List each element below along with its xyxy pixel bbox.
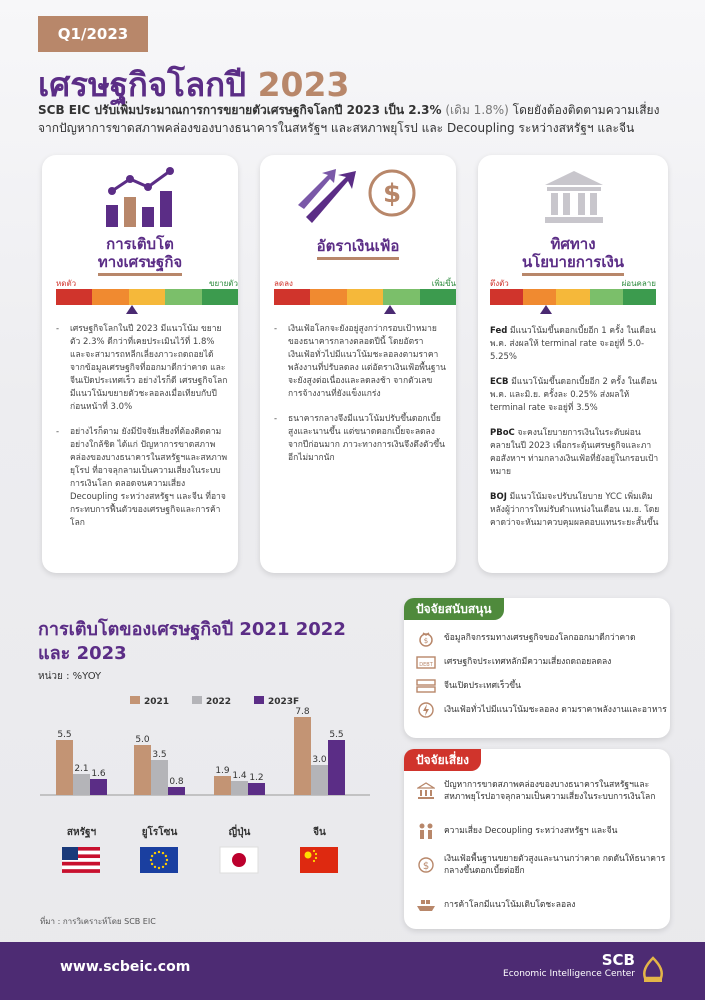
policy-gauge: ตึงตัว ผ่อนคลาย xyxy=(490,277,656,305)
bar xyxy=(134,745,151,795)
money-bag-icon xyxy=(416,628,436,648)
inflation-bullets: - เงินเฟ้อโลกจะยังอยู่สูงกว่ากรอบเป้าหมายของธนาคารกลางตลอดปีนี้ โดยอัตราเงินเฟ้อทั่วไปมีแนวโน้มชะลอลงตามราคาพลังงานที่ปรับลดลง แต่อัตราเงินเฟ้อพื้นฐานจะยังสูงต่อเนื่องและลดลงช้า จากตัวเลขการจ้างงานที่ยังแข็งแกร่ง - ธนาคารกลางจึงมีแนวโน้มปรับขึ้นดอกเบี้ยสูงและนานขึ้น แต่ขนาดดอกเบี้ยจะลดลงจากปีก่อนมาก ภาวะทางการเงินจึงตึงตัวขึ้นอีกไม่มากนัก xyxy=(274,323,446,477)
risk-item: ความเสี่ยง Decoupling ระหว่างสหรัฐฯ และจีน xyxy=(416,821,674,841)
policy-bullets: Fed มีแนวโน้มขึ้นดอกเบี้ยอีก 1 ครั้ง ในเดือน พ.ค. ส่งผลให้ terminal rate จะอยู่ที่ 5.0-5.25% ECB มีแนวโน้มขึ้นดอกเบี้ยอีก 2 ครั้ง ในเดือน พ.ค. และมิ.ย. ครั้งละ 0.25% ส่งผลให้ terminal rate จะอยู่ที่ 3.5% PBoC จะคงนโยบายการเงินในระดับผ่อนคลายในปี 2023 เพื่อกระตุ้นเศรษฐกิจและภาคอสังหาฯ ท่ามกลางเงินเฟ้อที่ยังอยู่ในกรอบเป้าหมาย BOJ มีแนวโน้มจะปรับนโยบาย YCC เพิ่มเติมหลังผู้ว่าการใหม่รับตำแหน่งในเดือน เม.ย. โดยคาดว่าจะหันมาควบคุมผลตอบแทนระยะสั้นขึ้น xyxy=(490,326,660,528)
data-label: 1.9 xyxy=(215,766,230,776)
support-factors-card xyxy=(404,598,670,738)
card-monetary-policy xyxy=(478,155,668,573)
bank-building-icon xyxy=(543,169,605,225)
support-item: จีนเปิดประเทศเร็วขึ้น xyxy=(416,676,674,696)
footer-bar xyxy=(0,942,705,1000)
category-label: จีน xyxy=(313,827,326,838)
bar xyxy=(90,779,107,795)
legend-label: 2021 xyxy=(144,697,170,707)
gdp-growth-chart xyxy=(20,690,380,900)
card-economic-growth xyxy=(42,155,238,573)
debt-icon xyxy=(416,652,436,672)
growth-gauge: หดตัว ขยายตัว xyxy=(56,277,238,305)
bar xyxy=(73,774,90,795)
bar xyxy=(328,740,345,795)
container-icon xyxy=(416,676,436,696)
support-item: เงินเฟ้อทั่วไปมีแนวโน้มชะลอลง ตามราคาพลังงานและอาหาร xyxy=(416,700,674,720)
category-label: ยูโรโซน xyxy=(141,827,178,838)
svg-text:$: $ xyxy=(422,861,430,872)
legend-swatch xyxy=(192,696,202,704)
growth-bullets: - เศรษฐกิจโลกในปี 2023 มีแนวโน้ม ขยายตัว 2.3% ดีกว่าที่เคยประเมินไว้ที่ 1.8% และจะสามารถหลีกเลี่ยงภาวะถดถอยได้ จากข้อมูลเศรษฐกิจที่ออกมาดีกว่าคาด และจีนเปิดประเทศเร็ว อย่างไรก็ดี เศรษฐกิจโลกมีแนวโน้มขยายตัวชะลอลงเมื่อเทียบกับปีก่อนหน้าที่ 3.0% - อย่างไรก็ตาม ยังมีปัจจัยเสี่ยงที่ต้องติดตามอย่างใกล้ชิด ได้แก่ ปัญหาการขาดสภาพคล่องของบางธนาคารในสหรัฐฯและสหภาพยุโรป ที่อาจลุกลามเป็นความเสี่ยงในระบบการเงินโลก ตลอดจนความเสี่ยง Decoupling ระหว่างสหรัฐฯ และจีน ที่อาจกระทบการฟื้นตัวของเศรษฐกิจและการค้าโลก xyxy=(56,323,228,542)
data-label: 1.2 xyxy=(249,773,264,783)
china-flag-icon xyxy=(300,847,338,873)
growth-chart-icon xyxy=(100,167,182,229)
quarter-badge: Q1/2023 xyxy=(38,16,148,52)
data-label: 2.1 xyxy=(74,764,89,774)
card-title: การเติบโต ทางเศรษฐกิจ xyxy=(42,235,238,276)
legend-label: 2022 xyxy=(206,697,232,707)
inflation-risk-icon xyxy=(416,855,436,875)
risk-title: ปัจจัยเสี่ยง xyxy=(404,749,481,771)
card-title: ทิศทาง นโยบายการเงิน xyxy=(478,235,668,276)
scb-logo-icon xyxy=(641,956,665,984)
inflation-gauge: ลดลง เพิ่มขึ้น xyxy=(274,277,456,305)
decoupling-icon xyxy=(416,821,436,841)
data-label: 5.0 xyxy=(135,735,150,745)
data-label: 3.0 xyxy=(312,755,327,765)
us-flag-icon xyxy=(62,847,100,873)
legend-swatch xyxy=(130,696,140,704)
data-label: 0.8 xyxy=(169,777,184,787)
legend-label: 2023F xyxy=(268,697,300,707)
support-item: DEBT เศรษฐกิจประเทศหลักมีความเสี่ยงถดถอยลดลง xyxy=(416,652,674,672)
data-label: 1.6 xyxy=(91,769,106,779)
bar xyxy=(294,717,311,795)
data-label: 5.5 xyxy=(329,730,344,740)
category-label: สหรัฐฯ xyxy=(66,827,97,838)
bar xyxy=(214,776,231,795)
chart-unit: หน่วย : %YOY xyxy=(38,671,102,682)
website-link[interactable]: www.scbeic.com xyxy=(60,959,191,975)
support-title: ปัจจัยสนับสนุน xyxy=(404,598,504,620)
support-item: $ ข้อมูลกิจกรรมทางเศรษฐกิจของโลกออกมาดีกว่าคาด xyxy=(416,628,674,648)
bar xyxy=(248,783,265,795)
trade-ship-icon xyxy=(416,895,436,915)
risk-item: ปัญหาการขาดสภาพคล่องของบางธนาคารในสหรัฐฯและสหภาพยุโรปอาจลุกลามเป็นความเสี่ยงในระบบการเงินโลก xyxy=(416,779,674,803)
risk-item: การค้าโลกมีแนวโน้มเติบโตชะลอลง xyxy=(416,895,674,915)
bar xyxy=(56,740,73,795)
bar xyxy=(151,760,168,795)
eu-flag-icon xyxy=(140,847,178,873)
chart-section-title: การเติบโตของเศรษฐกิจปี 2021 2022 และ 2023 xyxy=(38,619,346,664)
svg-text:$: $ xyxy=(382,179,402,209)
bar xyxy=(311,765,328,795)
scb-eic-logo: SCB Economic Intelligence Center xyxy=(503,951,635,979)
card-inflation xyxy=(260,155,456,573)
data-label: 1.4 xyxy=(232,771,247,781)
category-label: ญี่ปุ่น xyxy=(228,827,251,838)
svg-text:$: $ xyxy=(423,637,429,645)
svg-text:DEBT: DEBT xyxy=(419,662,433,668)
inflation-arrows-icon xyxy=(298,165,418,229)
bank-risk-icon xyxy=(416,781,436,801)
energy-icon xyxy=(416,700,436,720)
data-label: 7.8 xyxy=(295,707,310,717)
source-note: ที่มา : การวิเคราะห์โดย SCB EIC xyxy=(40,917,156,926)
page-title: เศรษฐกิจโลกปี 2023 xyxy=(38,65,350,104)
risk-factors-card xyxy=(404,749,670,929)
bar xyxy=(168,787,185,795)
page-subtitle: SCB EIC ปรับเพิ่มประมาณการการขยายตัวเศรษฐกิจโลกปี 2023 เป็น 2.3% (เดิม 1.8%) โดยยังต้องติดตามความเสี่ยงจากปัญหาการขาดสภาพคล่องของบางธนาคารในสหรัฐฯ และสหภาพยุโรป และ Decoupling ระหว่างสหรัฐฯ และจีน xyxy=(38,103,660,135)
card-title: อัตราเงินเฟ้อ xyxy=(260,237,456,260)
risk-item: $ เงินเฟ้อพื้นฐานขยายตัวสูงและนานกว่าคาด กดดันให้ธนาคารกลางขึ้นดอกเบี้ยต่อยีก xyxy=(416,853,674,877)
legend-swatch xyxy=(254,696,264,704)
data-label: 3.5 xyxy=(152,750,167,760)
data-label: 5.5 xyxy=(57,730,72,740)
bar xyxy=(231,781,248,795)
japan-flag-icon xyxy=(220,847,258,873)
